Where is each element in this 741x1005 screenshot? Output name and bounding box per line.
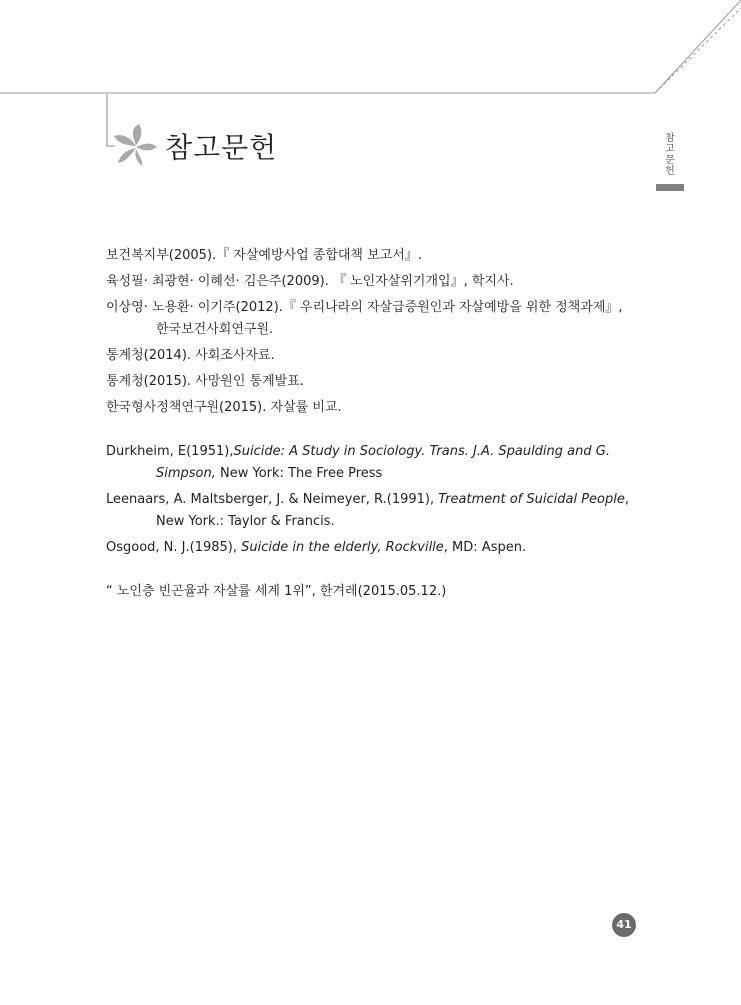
reference-title: Treatment of Suicidal People [438,492,625,507]
reference-title: Suicide: A Study in Sociology. Trans. J.A. Spaulding and G. Simpson, [156,444,610,481]
side-tab-char: 헌 [665,166,675,177]
reference-list [106,245,636,607]
reference-item [106,441,636,485]
reference-item: 보건복지부(2005).『 자살예방사업 종합대책 보고서』. [106,248,422,263]
reference-author: Osgood, N. J.(1985), [106,540,242,555]
reference-item: 이상영· 노용환· 이기주(2012).『 우리나라의 자살급증원인과 자살예방을 위한 정책과제』, 한국보건사회연구원. [106,300,623,337]
reference-publisher: New York: The Free Press [215,466,383,481]
title-bracket [107,94,115,146]
leaf-icon [114,124,157,166]
reference-author: Leenaars, A. Maltsberger, J. & Neimeyer, R.(1991), [106,492,439,507]
corner-fold-dashed [655,8,741,93]
chapter-side-tab [656,133,684,177]
reference-item [106,489,636,533]
reference-title: Suicide in the elderly, Rockville [241,540,444,555]
reference-publisher: , MD: Aspen. [443,540,527,555]
reference-item: 통계청(2015). 사망원인 통계발표. [106,374,304,389]
side-tab-char: 문 [665,155,675,166]
page-title: 참고문헌 [165,131,278,164]
section-spacer [106,423,636,441]
side-tab-char: 참 [665,133,675,144]
reference-item: 통계청(2014). 사회조사자료. [106,348,275,363]
corner-fold-solid [655,0,741,93]
side-tab-char: 고 [665,144,675,155]
reference-publisher: , New York.: Taylor & Francis. [156,492,629,529]
reference-item [106,537,636,559]
reference-item: 한국형사정책연구원(2015). 자살률 비교. [106,400,342,415]
page-number-badge: 41 [612,913,636,937]
reference-author: Durkheim, E(1951), [106,444,234,459]
reference-item: 육성필· 최광현· 이혜선· 김은주(2009). 『 노인자살위기개입』, 학지사. [106,274,514,289]
chapter-side-bar [656,184,684,191]
section-spacer [106,563,636,581]
reference-item: “ 노인층 빈곤율과 자살률 세계 1위”, 한겨레(2015.05.12.) [106,584,447,599]
